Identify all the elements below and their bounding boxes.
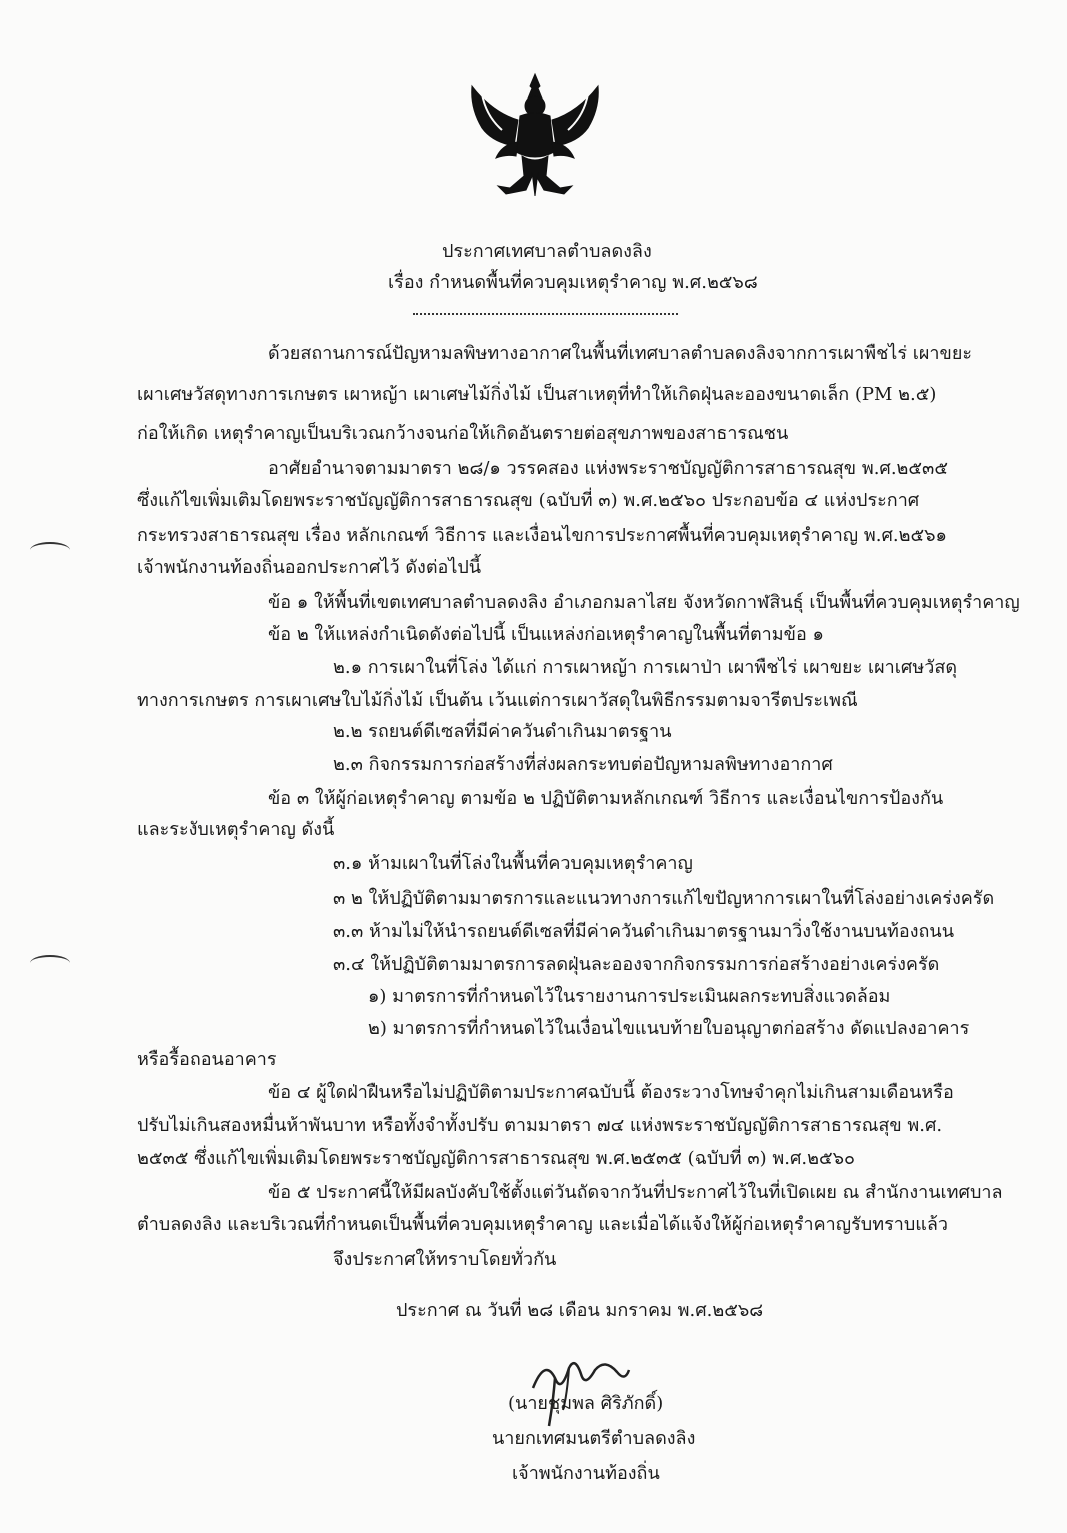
announcement-title: ประกาศเทศบาลตำบลดงลิง [442, 241, 652, 262]
clause-2: ข้อ ๒ ให้แหล่งกำเนิดดังต่อไปนี้ เป็นแหล่งก่อเหตุรำคาญในพื้นที่ตามข้อ ๑ [268, 624, 824, 645]
clause-4-cont: ๒๕๓๕ ซึ่งแก้ไขเพิ่มเติมโดยพระราชบัญญัติการสาธารณสุข พ.ศ.๒๕๓๕ (ฉบับที่ ๓) พ.ศ.๒๕๖๐ [137, 1148, 855, 1169]
signatory-name: (นายชุมพล ศิริภักดิ์) [508, 1393, 664, 1414]
paragraph-line: อาศัยอำนาจตามมาตรา ๒๘/๑ วรรคสอง แห่งพระราชบัญญัติการสาธารณสุข พ.ศ.๒๕๓๕ [268, 458, 948, 479]
garuda-emblem-icon [462, 72, 608, 204]
clause-3-4: ๓.๔ ให้ปฏิบัติตามมาตรการลดฝุ่นละอองจากกิจกรรมการก่อสร้างอย่างเคร่งครัด [333, 954, 940, 975]
clause-1: ข้อ ๑ ให้พื้นที่เขตเทศบาลตำบลดงลิง อำเภอกมลาไสย จังหวัดกาฬสินธุ์ เป็นพื้นที่ควบคุมเหตุรำคาญ [268, 592, 1020, 613]
clause-3: ข้อ ๓ ให้ผู้ก่อเหตุรำคาญ ตามข้อ ๒ ปฏิบัติตามหลักเกณฑ์ วิธีการ และเงื่อนไขการป้องกัน [268, 788, 944, 809]
paragraph-line: ก่อให้เกิด เหตุรำคาญเป็นบริเวณกว้างจนก่อให้เกิดอันตรายต่อสุขภาพของสาธารณชน [137, 423, 789, 444]
announcement-subject: เรื่อง กำหนดพื้นที่ควบคุมเหตุรำคาญ พ.ศ.๒๕๖๘ [388, 272, 758, 293]
paragraph-line: กระทรวงสาธารณสุข เรื่อง หลักเกณฑ์ วิธีการ และเงื่อนไขการประกาศพื้นที่ควบคุมเหตุรำคาญ พ.ศ.๒๕๖๑ [137, 525, 947, 546]
punch-hole-mark [30, 955, 70, 971]
clause-4-cont: ปรับไม่เกินสองหมื่นห้าพันบาท หรือทั้งจำทั้งปรับ ตามมาตรา ๗๔ แห่งพระราชบัญญัติการสาธารณสุข พ.ศ. [137, 1115, 943, 1136]
clause-2-3: ๒.๓ กิจกรรมการก่อสร้างที่ส่งผลกระทบต่อปัญหามลพิษทางอากาศ [333, 754, 833, 775]
title-divider [413, 313, 678, 315]
handwritten-signature [525, 1348, 635, 1428]
clause-5: ข้อ ๕ ประกาศนี้ให้มีผลบังคับใช้ตั้งแต่วันถัดจากวันที่ประกาศไว้ในที่เปิดเผย ณ สำนักงานเทศบาล [268, 1182, 1003, 1203]
clause-2-1: ๒.๑ การเผาในที่โล่ง ได้แก่ การเผาหญ้า การเผาป่า เผาพืชไร่ เผาขยะ เผาเศษวัสดุ [333, 657, 958, 678]
clause-3-4-1: ๑) มาตรการที่กำหนดไว้ในรายงานการประเมินผลกระทบสิ่งแวดล้อม [368, 986, 891, 1007]
signatory-position: นายกเทศมนตรีตำบลดงลิง [492, 1428, 696, 1449]
paragraph-line: เจ้าพนักงานท้องถิ่นออกประกาศไว้ ดังต่อไปนี้ [137, 557, 482, 578]
clause-3-4-2-cont: หรือรื้อถอนอาคาร [137, 1049, 277, 1070]
paragraph-line: เผาเศษวัสดุทางการเกษตร เผาหญ้า เผาเศษไม้กิ่งไม้ เป็นสาเหตุที่ทำให้เกิดฝุ่นละอองขนาดเล็ก (PM ๒.๕) [137, 384, 937, 405]
announcement-date: ประกาศ ณ วันที่ ๒๘ เดือน มกราคม พ.ศ.๒๕๖๘ [396, 1300, 764, 1321]
paragraph-line: ด้วยสถานการณ์ปัญหามลพิษทางอากาศในพื้นที่เทศบาลตำบลดงลิงจากการเผาพืชไร่ เผาขยะ [268, 343, 973, 364]
signatory-role: เจ้าพนักงานท้องถิ่น [512, 1463, 660, 1484]
clause-3-cont: และระงับเหตุรำคาญ ดังนี้ [137, 819, 335, 840]
clause-3-3: ๓.๓ ห้ามไม่ให้นำรถยนต์ดีเซลที่มีค่าควันดำเกินมาตรฐานมาวิ่งใช้งานบนท้องถนน [333, 921, 955, 942]
clause-2-2: ๒.๒ รถยนต์ดีเซลที่มีค่าควันดำเกินมาตรฐาน [333, 721, 672, 742]
closing-text: จึงประกาศให้ทราบโดยทั่วกัน [333, 1249, 557, 1270]
clause-5-cont: ตำบลดงลิง และบริเวณที่กำหนดเป็นพื้นที่ควบคุมเหตุรำคาญ และเมื่อได้แจ้งให้ผู้ก่อเหตุรำคาญรับทราบแล้ว [137, 1214, 949, 1235]
clause-3-2: ๓ ๒ ให้ปฏิบัติตามมาตรการและแนวทางการแก้ไขปัญหาการเผาในที่โล่งอย่างเคร่งครัด [333, 888, 995, 909]
clause-3-4-2: ๒) มาตรการที่กำหนดไว้ในเงื่อนไขแนบท้ายใบอนุญาตก่อสร้าง ดัดแปลงอาคาร [368, 1018, 970, 1039]
punch-hole-mark [30, 542, 70, 558]
clause-2-1-cont: ทางการเกษตร การเผาเศษใบไม้กิ่งไม้ เป็นต้น เว้นแต่การเผาวัสดุในพิธีกรรมตามจารีตประเพณี [137, 690, 858, 711]
clause-3-1: ๓.๑ ห้ามเผาในที่โล่งในพื้นที่ควบคุมเหตุรำคาญ [333, 853, 693, 874]
clause-4: ข้อ ๔ ผู้ใดฝ่าฝืนหรือไม่ปฏิบัติตามประกาศฉบับนี้ ต้องระวางโทษจำคุกไม่เกินสามเดือนหรือ [268, 1082, 954, 1103]
paragraph-line: ซึ่งแก้ไขเพิ่มเติมโดยพระราชบัญญัติการสาธารณสุข (ฉบับที่ ๓) พ.ศ.๒๕๖๐ ประกอบข้อ ๔ แห่งประกาศ [137, 490, 920, 511]
